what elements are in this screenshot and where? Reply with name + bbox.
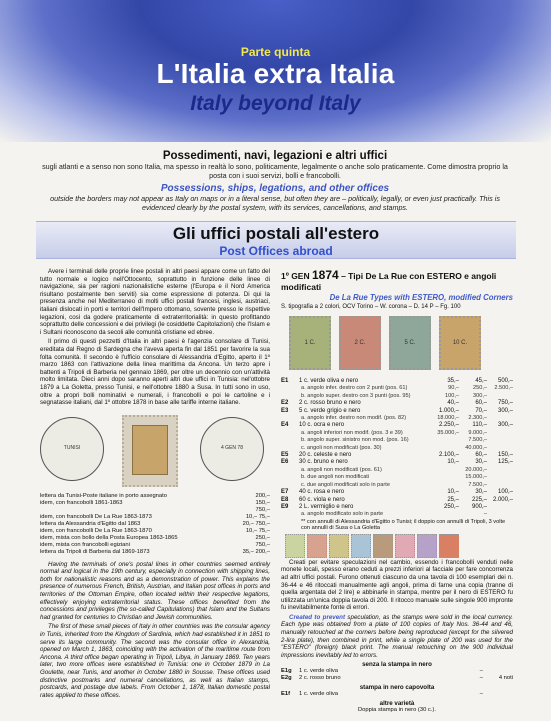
catalog-mint: 40,– [447,400,459,407]
catalog-cover: 2.000,– [492,496,513,503]
catalog-cover [487,415,513,422]
catalog-code: E6 [281,459,289,466]
variety-stamp-icon [417,534,437,558]
catalog-row [281,400,513,407]
left-column [40,268,270,701]
issue-title: – Tipi De La Rue con ESTERO e angoli modificati [281,271,497,292]
catalog-used: 250,– [473,385,487,392]
catalog-row [281,452,513,459]
catalog-row [281,467,513,474]
catalog-used: 20.000,– [465,466,487,473]
catalog-mint [431,437,459,444]
catalog-row [281,378,513,385]
section-banner [36,221,516,259]
catalog-mint [431,467,459,474]
catalog-mint: 90,– [448,385,459,392]
catalog-row [281,415,513,422]
catalog-row [281,408,513,415]
catalog-row [281,422,513,429]
section-title-it: Gli uffici postali all'estero [172,224,380,243]
catalog-used: 40.000,– [465,444,487,451]
catalog-row [281,430,513,437]
catalog-desc: 10 c. ocra e nero [299,422,345,429]
part-kicker: Parte quinta [240,45,311,59]
catalog-desc: 40 c. rosa e nero [299,489,345,496]
catalog-row [281,482,513,489]
catalog-desc: a. angolo infer. destro non modif. (pos. 82) [301,415,407,422]
catalog-mint: 250,– [443,503,459,510]
catalog-note: ** con annulli di Alessandria d'Egitto o Tunisi; il doppio con annulli di Tripoli, 3 volte con annulli di Susa o La Goletta [301,518,506,531]
left-paragraph-3: Having the terminals of one's postal lines in other countries seemed entirely normal and logical in the 19th century, especially in connection with shipping lines, both for nationalistic reasons and as a demonstration of power. This explains the presence of numerous French, British, Austrian, and Italian post offices in ports and territories of the Ottoman Empire, often located within their respective legations, effectively enjoying extraterritorial status. These offices benefited from the concessions and privileges (the so-called Capitulations) that Islam and the Sultans had granted for centuries to Christian and Jewish communities. [40,560,270,621]
intro-heading-it: Possedimenti, navi, legazioni e altri uffici [162,150,388,162]
catalog-used: 15.000,– [465,474,487,481]
catalog-desc: b. angolo super. destro con 3 punti (pos. 95) [301,392,411,399]
stamp-icon: 5 C. [389,316,431,370]
catalog-row [281,385,513,392]
list-item [40,542,270,549]
right-paragraph-1: Creati per evitare speculazioni nel cambio, essendo i francobolli venduti nelle monete locali, spesso erano ceduti a prezzi inferiori al facciale per fare concorrenza ad altri uffici postali. Furono ottenuti ciascuno da una tavola di 100 esemplari dei n. 36-44 e 46 ritoccati manualmente agli angoli, prima di farne una copia (tranne di quella argentata del 2 lire) e abbinarle in stampa, mentre per il nero di ESTERO fu utilizzata un'unica doppia tavola di 200. Il ritocco manuale sulle singole 900 impronte fu inevitabilmente fonte di errori. [281,558,513,612]
variety-list-2 [281,691,513,698]
catalog-cover [487,504,513,511]
catalog-cover [487,445,513,452]
variety-heading-2: stampa in nero capovolta [359,684,435,692]
left-paragraph-2: Il primo di questi pezzetti d'Italia in altri paesi è l'agenzia consolare di Tunisi, ereditata dal Regno di Sardegna che l'aveva aperta fin dal 1851 per favorire la sua folta comunità. Il secondo è l'ufficio consolare di Alessandria d'Egitto, aperto il 1º marzo 1863 con l'attivazione della linea marittima da Ancona. Un terzo apre i battenti a Tripoli di Barberia nel gennaio 1869, per oltre un decennio con un'attività molto limitata. Dieci anni dopo saranno aperti altri due uffici in Tunisia: nel'ottobre 1879 a La Goletta, presso Tunisi, e nell'ottobre 1880 a Susa. In tutti sono in uso, oltre a propri bolli nominativi e numerali, i francobolli e poi le cartoline e i segnatasse italiani, dal 1º ottobre 1878 in base alle tariffe interne italiane. [40,338,270,407]
right-column [281,268,513,714]
catalog-cover [487,430,513,437]
list-item [40,493,270,500]
variety-stamp-icon [351,534,371,558]
catalog-row [281,474,513,481]
catalog-row [281,489,513,496]
tunisi-cancel-icon [40,417,104,481]
stamp-icon: 10 C. [439,316,481,370]
catalog-used: 70,– [475,407,487,414]
catalog-cover [487,437,513,444]
variety-mint: – [479,668,483,675]
list-item-value: 750,– [255,541,270,548]
catalog-code: E7 [281,489,289,496]
catalog-code: E3 [281,407,289,414]
catalog-desc: 2 c. rosso bruno e nero [299,400,361,407]
list-item-value: 200,– [255,492,270,499]
issue-subtitle: De La Rue Types with ESTERO, modified Corners [329,293,513,302]
catalog-desc: a. angoli non modificati (pos. 61) [301,466,382,473]
variety-stamp-icon [307,534,327,558]
list-item-value: 150,– 750,– [255,499,270,513]
catalog-cover: 2.500,– [494,385,513,392]
variety-cover: 4 noti [498,675,513,682]
variety-stamp-images [281,534,513,556]
variety-stamp-icon [329,534,349,558]
intro-text-it: sugli atlanti e a senso non sono Italia, ma spesso in realtà lo sono, politicamente, legalmente o anche solo praticamente. Come dimostra proprio la posta con i suoi servizi, bolli e francobolli. [42,162,508,180]
catalog-desc: 20 c. celeste e nero [299,452,352,459]
catalog-row [281,497,513,504]
variety-stamp-icon [439,534,459,558]
variety-stamp-icon [285,534,305,558]
catalog-cover: 750,– [497,400,513,407]
catalog-desc: a. angolo infer. destro con 2 punti (pos. 61) [301,385,408,392]
list-item [40,521,270,528]
cancel-2-text: 4 GEN 78 [221,444,243,451]
issue-date: 1º GEN [281,271,310,281]
catalog-mint: 2.250,– [438,422,459,429]
list-item-label: idem, mista con francobolli egiziani [40,541,130,548]
variety-stamp-icon [395,534,415,558]
catalog-cover: 500,– [497,378,513,384]
catalog-cover [487,393,513,400]
variety-row [281,675,513,682]
left-paragraph-1: Avere i terminali delle proprie linee postali in altri paesi appare come un fatto del tutto normale e logico nell'Ottocento, soprattutto in funzione delle linee di navigazione, sia per ragioni nazionalistiche esterne (l'Europa e il Nord America risultano postalmente ben serviti) sia come espressione di potenza. Di qui la presenza anche nel Mediterraneo di molti uffici postali francesi, inglesi, austriaci, italiani dislocati in porti e territori dell'Impero ottomano, sovente presso le rispettive legazioni, così da godere praticamente di extraterritorialità: in questo profittando soprattutto delle concessioni e dei privilegi (le cosiddette Capitolazioni) che l'Islam e i Sultani riconoscono da secoli alle comunità cristiane ed ebree. [40,268,270,336]
catalog-mint: 18.000,– [437,415,459,422]
catalog-mint: 1.000,– [438,407,459,414]
catalog-mint: 100,– [445,392,459,399]
catalog-used: 60,– [475,452,487,459]
catalog-cover [487,511,513,518]
catalog-used: 7.500,– [468,481,487,488]
section-title-en: Post Offices abroad [219,244,333,258]
variety-code: E2g [281,675,292,682]
variety-cover [483,668,513,675]
catalog-desc: 2 L. vermiglio e nero [299,503,354,510]
variety-text-3: Doppia stampa in nero (30 c.). [358,707,436,714]
list-item-value: 20,– 750,– [242,520,270,527]
catalog-mint [431,474,459,481]
stamp-icon: 1 C. [289,316,331,370]
catalog-row [281,459,513,466]
list-item-label: lettera da Tripoli di Barberia dal 1869-1873 [40,548,150,555]
list-item-label: lettera da Alessandria d'Egitto dal 1863 [40,520,141,527]
variety-code: E1g [281,668,292,675]
variety-code: E1f [281,691,291,698]
list-item-value: 35,– 200,– [242,548,270,555]
list-item-value: 250,– [255,534,270,541]
variety-heading-3: altre varietà [379,700,415,708]
catalog-code: E2 [281,400,289,407]
variety-mint: – [479,691,483,698]
intro-text-en: outside the borders may not appear as Italy on maps or in a literal sense, but often they are – politically, legally, or even just practically. This is evidenced clearly by the postal system, with its services, cancellations, and stamps. [50,194,500,212]
catalog-row [281,393,513,400]
catalog-used: 225,– [471,496,487,503]
list-item-label: idem, con francobolli De La Rue 1863-1870 [40,527,152,534]
catalog-mint: 10,– [447,459,459,466]
list-item-label: idem, con francobolli 1861-1863 [40,499,123,506]
catalog-table [281,378,513,519]
catalog-mint [431,482,459,489]
catalog-used: 7.500,– [468,437,487,444]
catalog-cover: 300,– [497,407,513,414]
catalog-mint: 10,– [447,489,459,496]
stamp-images [281,314,513,374]
header-banner [0,0,551,142]
issue-heading [281,268,513,292]
catalog-row [281,511,513,518]
catalog-used: – [483,511,487,518]
page-title: L'Italia extra Italia [156,58,395,89]
catalog-code: E9 [281,503,289,510]
catalog-code: E5 [281,452,289,459]
catalog-cover [487,482,513,489]
list-item-label: lettera da Tunisi-Poste italiane in porto assegnato [40,492,167,499]
catalog-desc: c. angoli non modificati (pos. 30) [301,444,382,451]
catalog-code: E4 [281,422,289,429]
variety-row [281,668,513,675]
stamp-on-cover-icon [122,415,178,487]
list-item [40,514,270,521]
variety-desc: 2 c. rosso bruno [299,675,341,682]
date-cancel-icon [200,417,264,481]
catalog-used: 110,– [472,422,487,429]
catalog-used: 30,– [475,489,487,496]
variety-desc: 1 c. verde oliva [299,668,338,675]
list-item-value: 10,– 75,– [245,527,270,534]
catalog-desc: 5 c. verde grigio e nero [299,407,361,414]
issue-year: 1874 [312,268,339,282]
cancel-1-text: TUNISI [63,444,81,451]
catalog-desc: b. due angoli non modificati [301,474,370,481]
catalog-mint [431,445,459,452]
catalog-mint: 25,– [447,496,459,503]
catalog-code: E1 [281,378,289,384]
catalog-cover: 125,– [497,459,513,466]
catalog-row [281,504,513,511]
catalog-mint: 35,– [447,378,459,384]
left-paragraph-4: The first of these small pieces of Italy in other countries was the consular agency in Tunis, inherited from the Kingdom of Sardinia, which had established it in 1851 to serve its large community. The second was the consular office in Alexandria, opened on March 1, 1863, coinciding with the activation of the maritime route from Ancona. A third office began operating in Tripoli, Libya, in January 1869. Ten years later, two more offices were established in Tunisia: one in October 1879 in La Goulette, near Tunis, and another in October 1880 in Sousse. These offices used distinctive postmarks and numeral cancellations, as well as Italian stamps, postcards, and postage due labels. From October 1, 1878, Italian domestic postal rates applied to these offices. [40,623,270,699]
postmark-images [40,411,270,489]
right-paragraph-2-lead: Created to prevent [289,613,346,621]
intro [40,150,510,212]
catalog-row [281,437,513,444]
price-list [40,493,270,556]
catalog-desc: c. due angoli modificati solo in parte [301,481,390,488]
catalog-used: 900,– [471,503,487,510]
catalog-used: 9.000,– [468,429,487,436]
catalog-desc: 60 c. viola e nero [299,496,345,503]
catalog-used: 30,– [475,459,487,466]
catalog-desc: 30 c. bruno e nero [299,459,348,466]
list-item [40,500,270,514]
issue-specs: S. tipografia a 2 colori, OCV Torino – W. corona – D. 14 P – Fg. 100 [281,304,461,310]
catalog-mint [431,511,459,518]
catalog-desc: a. angoli inferiori non modif. (pos. 3 e 39) [301,429,403,436]
list-item-label: idem, mista con bollo della Posta Europea 1863-1865 [40,534,178,541]
list-item-value: 10,– 75,– [245,513,270,520]
list-item [40,535,270,542]
list-item-label: idem, con francobolli De La Rue 1863-1873 [40,513,152,520]
catalog-mint: 2.100,– [438,452,459,459]
catalog-cover: 150,– [497,452,513,459]
catalog-desc: 1 c. verde oliva e nero [299,378,359,384]
variety-stamp-icon [373,534,393,558]
catalog-desc: b. angolo super. sinistro non mod. (pos. 16) [301,437,409,444]
catalog-used: 45,– [475,378,487,384]
catalog-row [281,445,513,452]
right-paragraph-2-body: speculation, as the stamps were sold in the local currency. Each type was obtained from a plate of 100 copies of Italy Nos. 36-44 and 46, manually retouched at the corners before being reproduced (except for the silvered 2-lira plate), then combined in print, while a single plate of 200 was used for the "ESTERO" (foreign) black print. The manual retouching on the 900 individual impressions inevitably led to errors. [281,613,513,659]
variety-cover [483,691,513,698]
variety-desc: 1 c. verde oliva [299,691,338,698]
page-subtitle: Italy beyond Italy [190,92,361,115]
catalog-cover: 300,– [497,422,513,429]
catalog-used: 60,– [475,400,487,407]
catalog-used: 300,– [473,392,487,399]
catalog-cover [487,474,513,481]
catalog-cover [487,467,513,474]
catalog-desc: a. angolo modificato solo in parte [301,511,384,518]
intro-heading-en: Possessions, ships, legations, and other offices [160,183,390,194]
variety-mint: – [479,675,483,682]
catalog-code: E8 [281,496,289,503]
catalog-cover: 100,– [497,489,513,496]
catalog-used: 2.300,– [468,415,487,422]
stamp-icon: 2 C. [339,316,381,370]
variety-heading-1: senza la stampa in nero [362,661,432,669]
variety-list-1 [281,668,513,682]
variety-row [281,691,513,698]
catalog-mint: 35.000,– [437,429,459,436]
list-item [40,528,270,535]
right-paragraph-2 [281,614,513,660]
list-item [40,549,270,556]
